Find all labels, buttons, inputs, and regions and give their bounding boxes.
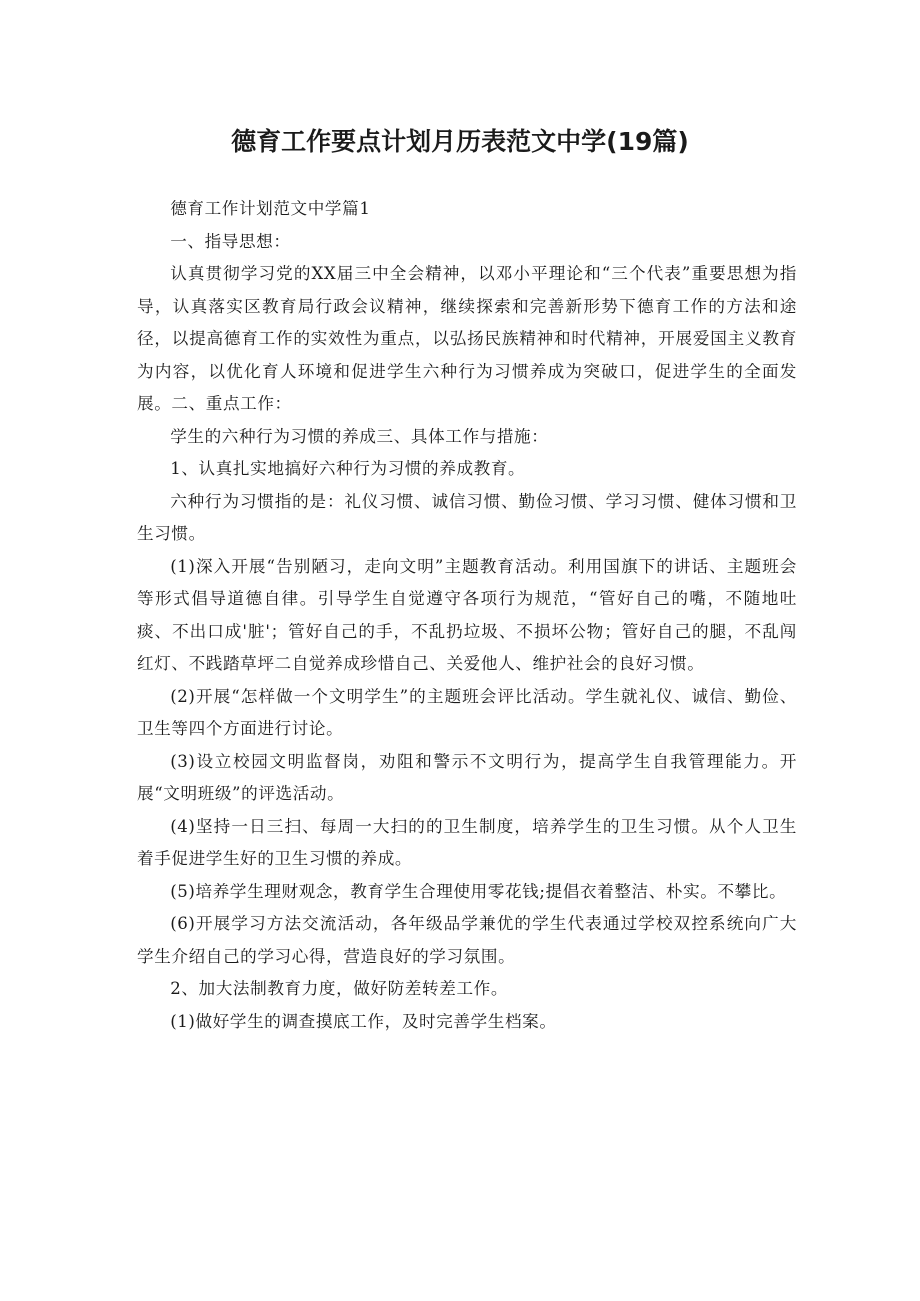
paragraph: (2)开展“怎样做一个文明学生”的主题班会评比活动。学生就礼仪、诚信、勤俭、卫生等四个方面进行讨论。 [137, 686, 797, 738]
paragraph: 认真贯彻学习党的XX届三中全会精神，以邓小平理论和“三个代表”重要思想为指导，认真落实区教育局行政会议精神，继续探索和完善新形势下德育工作的方法和途径，以提高德育工作的实效性为重点，以弘扬民族精神和时代精神，开展爱国主义教育为内容，以优化育人环境和促进学生六种行为习惯养成为突破口，促进学生的全面发展。二、重点工作： [137, 264, 797, 413]
document-title: 德育工作要点计划月历表范文中学(19篇) [231, 127, 689, 156]
paragraph: (1)做好学生的调查摸底工作，及时完善学生档案。 [170, 1011, 557, 1031]
paragraph: (3)设立校园文明监督岗，劝阻和警示不文明行为，提高学生自我管理能力。开展“文明班级”的评选活动。 [137, 751, 797, 803]
paragraph: (1)深入开展“告别陋习，走向文明”主题教育活动。利用国旗下的讲话、主题班会等形式倡导道德自律。引导学生自觉遵守各项行为规范，“管好自己的嘴，不随地吐痰、不出口成'脏'；管好自己的手，不乱扔垃圾、不损坏公物；管好自己的腿，不乱闯红灯、不践踏草坪二自觉养成珍惜自己、关爱他人、维护社会的良好习惯。 [137, 556, 797, 673]
paragraph: 六种行为习惯指的是：礼仪习惯、诚信习惯、勤俭习惯、学习习惯、健体习惯和卫生习惯。 [137, 491, 797, 543]
section-heading: 德育工作计划范文中学篇1 [170, 199, 371, 218]
paragraph: (4)坚持一日三扫、每周一大扫的的卫生制度，培养学生的卫生习惯。从个人卫生着手促进学生好的卫生习惯的养成。 [137, 816, 797, 868]
paragraph: 1、认真扎实地搞好六种行为习惯的养成教育。 [170, 459, 526, 478]
paragraph: 2、加大法制教育力度，做好防差转差工作。 [170, 979, 509, 998]
document-body [137, 193, 797, 1038]
paragraph: (6)开展学习方法交流活动，各年级品学兼优的学生代表通过学校双控系统向广大学生介绍自己的学习心得，营造良好的学习氛围。 [137, 914, 797, 966]
paragraph: (5)培养学生理财观念，教育学生合理使用零花钱;提倡衣着整洁、朴实。不攀比。 [170, 881, 787, 901]
paragraph: 学生的六种行为习惯的养成三、具体工作与措施： [170, 426, 549, 446]
subsection-heading: 一、指导思想： [170, 231, 291, 251]
